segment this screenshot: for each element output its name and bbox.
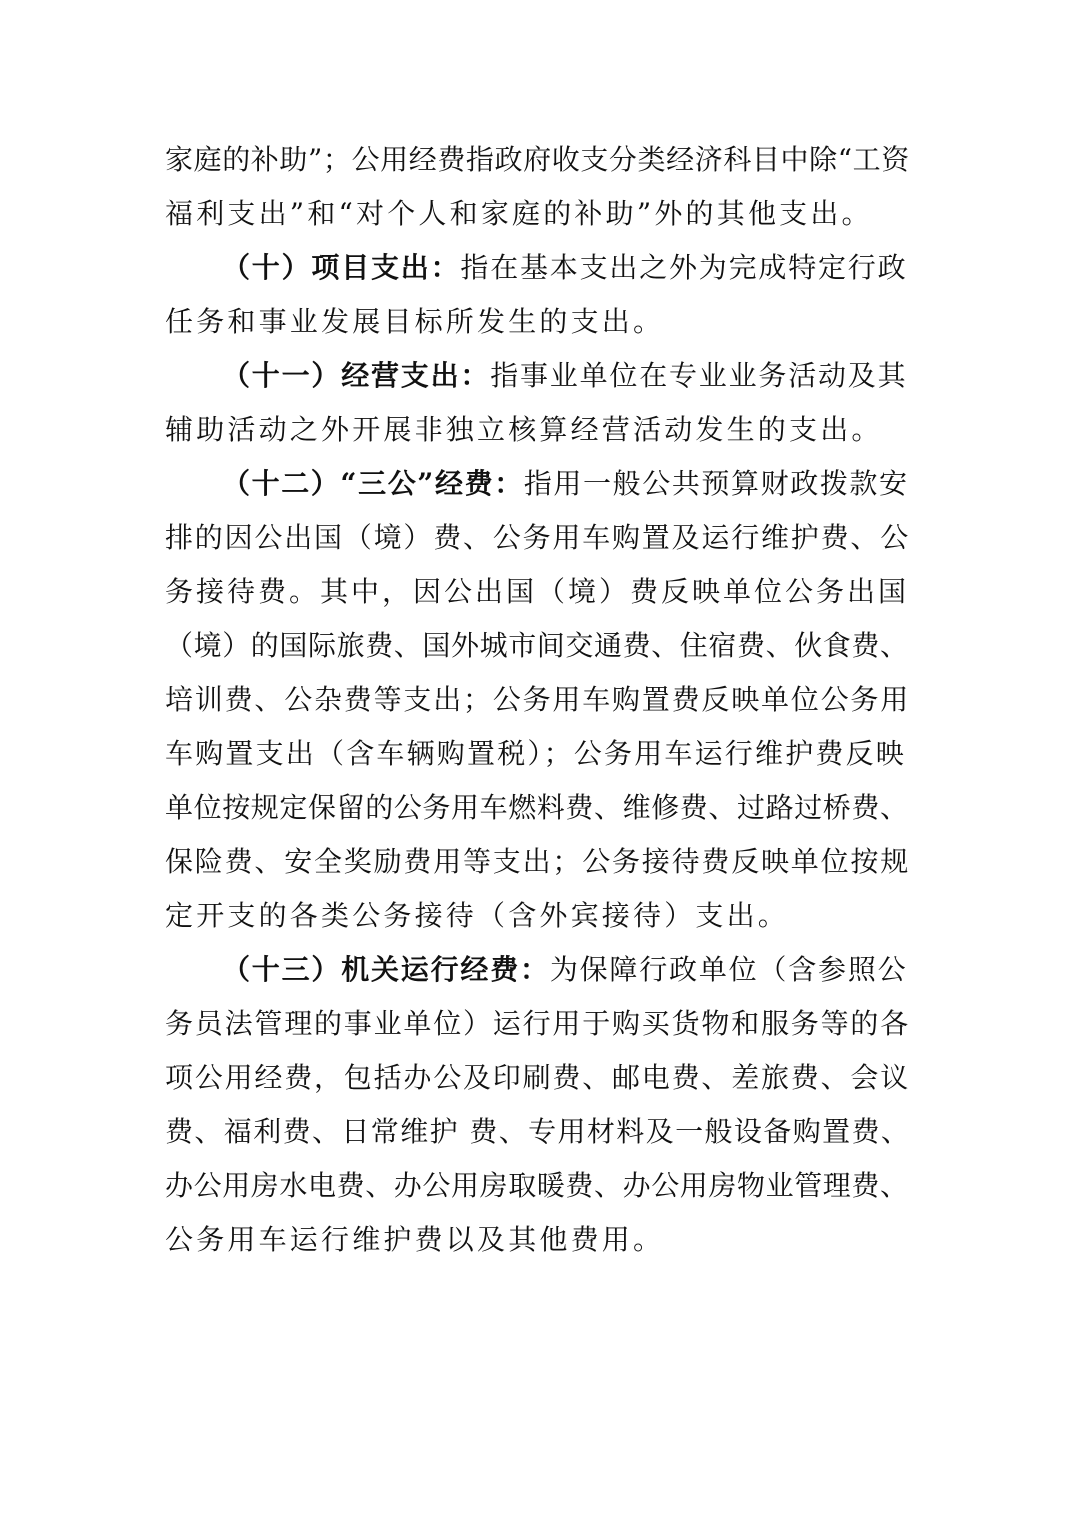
body-line: 项公用经费，包括办公及印刷费、邮电费、差旅费、会议 [165,1061,911,1094]
body-line: 任务和事业发展目标所发生的支出。 [165,305,665,338]
section-text: 指用一般公共预算财政拨款安 [523,467,909,500]
section-text: 指事业单位在专业业务活动及其 [490,359,908,392]
section-heading: （十三）机关运行经费： [222,953,550,986]
section-heading: （十）项目支出： [222,251,461,284]
section-10-line [222,248,910,288]
body-line: 费、福利费、日常维护 费、专用材料及一般设备购置费、 [165,1115,911,1148]
section-text: 为保障行政单位（含参照公 [549,953,908,986]
section-11-line [222,356,910,396]
body-line: 车购置支出（含车辆购置税）；公务用车运行维护费反映 [165,737,907,770]
body-line: 办公用房水电费、办公用房取暖费、办公用房物业管理费、 [165,1169,909,1202]
body-line: 辅助活动之外开展非独立核算经营活动发生的支出。 [165,413,883,446]
body-line: 培训费、公杂费等支出；公务用车购置费反映单位公务用 [165,683,911,716]
body-line: 排的因公出国（境）费、公务用车购置及运行维护费、公 [165,521,911,554]
section-12-line [222,464,910,504]
body-line: 福利支出”和“对个人和家庭的补助”外的其他支出。 [165,197,873,230]
section-13-line [222,950,910,990]
section-text: 指在基本支出之外为完成特定行政 [460,251,908,284]
body-line: 定开支的各类公务接待（含外宾接待）支出。 [165,899,790,932]
section-heading: （十一）经营支出： [222,359,491,392]
body-line: 公务用车运行维护费以及其他费用。 [165,1223,665,1256]
section-heading: （十二）“三公”经费： [222,467,524,500]
body-line: （境）的国际旅费、国外城市间交通费、住宿费、伙食费、 [165,629,909,662]
body-line: 家庭的补助”；公用经费指政府收支分类经济科目中除“工资 [165,143,910,176]
body-line: 务接待费。其中，因公出国（境）费反映单位公务出国 [165,575,910,608]
body-line: 保险费、安全奖励费用等支出；公务接待费反映单位按规 [165,845,911,878]
body-line: 务员法管理的事业单位）运行用于购买货物和服务等的各 [165,1007,911,1040]
body-line: 单位按规定保留的公务用车燃料费、维修费、过路过桥费、 [165,791,909,824]
